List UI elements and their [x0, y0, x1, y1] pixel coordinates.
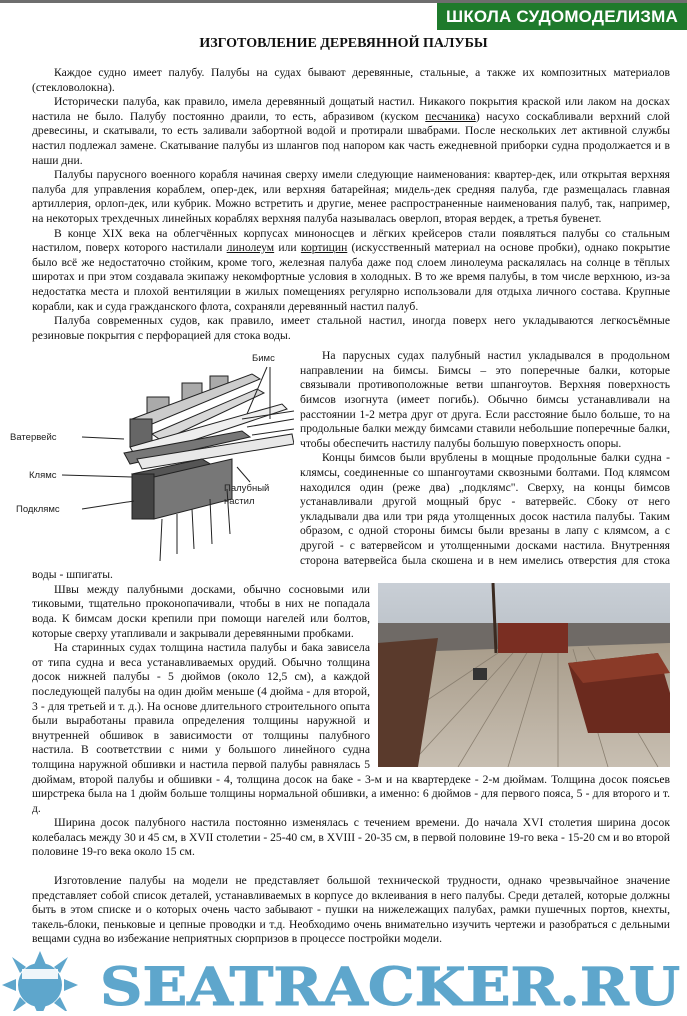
deck-photo	[378, 583, 670, 767]
deck-structure-diagram	[2, 349, 294, 563]
text: ) насухо соскабливали верхний слой древесины, и скатывали, то есть заливали забортной водой и протирали швабрами. После нескольких лет активной службы настил подлежал замене. Скатывание палубы из шлангов под напором как часть ежедневной приборки судна продолжается и в наши дни.	[32, 109, 670, 167]
paragraph	[32, 227, 670, 315]
paragraph	[32, 95, 670, 168]
watermark-text: SEATRACKER.RU	[100, 957, 680, 1012]
paragraph: Швы между палубными досками, обычно сосновыми или тиковыми, тщательно проконопачивали, чтобы в них не попадала вода. К бимсам доски крепили при помощи нагелей или болтов, которые сверху утапливали и закрывали деревянными пробками.	[32, 582, 370, 640]
paragraph: Ширина досок палубного настила постоянно изменялась с течением времени. До начала XVI столетия ширина досок колебалась между 30 и 45 см, в XVII столетии - 25-40 см, в XVIII - 20-35 см, в первой половине 19-го века - 15-20 см и во второй половине 19-го века около 15 см.	[32, 816, 670, 859]
label-klyams: Клямс	[29, 470, 57, 482]
label-nastil-2: настил	[224, 496, 255, 508]
site-banner: ШКОЛА СУДОМОДЕЛИЗМА	[437, 3, 687, 30]
link-linoleum[interactable]: линолеум	[226, 241, 275, 255]
text: В конце XIX века на облегчённых корпусах миноносцев и лёгких крейсеров стали появляться палубы со стальным настилом, поверх которого настилали	[32, 226, 670, 255]
text: Исторически палуба, как правило, имела деревянный дощатый настил. Никакого покрытия краской или лаком на досках настила не было. Палубу постоянно драили, то есть, абразивом (куском	[32, 95, 670, 123]
paragraph: Концы бимсов были врублены в мощные продольные балки судна - клямсы, соединенные со шпангоутами сквозными болтами. Под клямсом находился один (реже два) „подклямс". Сверху, на концы бимсов устанавливали другой мощный брус - ватервейс. Сбоку от него укладывали два или три ряда утолщенных досок настила палубы. Таким образом, с одной стороны бимсы были врезаны в лапу с клямсом, а с другой - с ватервейсом и утолщенными досками настила. Внутренняя сторона ватервейса была скошена и в нем имелись отверстия для стока воды - шпигаты.	[32, 451, 670, 582]
paragraph: На парусных судах палубный настил укладывался в продольном направлении на бимсы. Бимсы – это поперечные балки, которые связывали противоположные ветви шпангоутов. Верхняя поверхность бимсов изогнута (имеет погибь). Обычно бимсы устанавливали на расстоянии 1-2 метра друг от друга. Если расстояние было больше, то на продольные балки между бимсами ставили небольшие поперечные балки, чтобы обеспечить настилу палубы большую поверхность опоры.	[300, 349, 670, 450]
label-nastil-1: Палубный	[224, 483, 270, 495]
seatracker-watermark	[0, 951, 687, 1011]
page-title: ИЗГОТОВЛЕНИЕ ДЕРЕВЯННОЙ ПАЛУБЫ	[199, 36, 488, 51]
diagram-drawing	[2, 349, 294, 563]
label-watervejs: Ватервейс	[10, 432, 57, 444]
label-podklyams: Подклямс	[16, 504, 60, 516]
paragraph: На старинных судах толщина настила палубы и бака зависела от типа судна и веса устанавливаемых орудий. Обычно толщина досок нижней палубы - 5 дюймов (около 12,5 см), а каждой последующей палубы на один дюйм меньше (4 дюйма - для второй, 3 - для третьей и т. д.). На основе длительного строительного опыта были выработаны правила определения толщины наружной и внутренней обшивок в зависимости от толщины палубного настила. В соответствии с ними у большого линейного судна толщина наружной обшивки и настила первой палубы равнялась 5 дюймам, второй палубы и обшивки - 4, толщина досок на баке - 3-м и на квартердеке - 2-м дюймам. Толщина досок поясьев ширстрека была на 1 дюйм больше толщины нормальной обшивки, а именно: 6 дюймов - для первого пояса, 5 - для второго и т. д.	[32, 641, 670, 815]
sun-burst-icon	[2, 951, 78, 1011]
link-korticin[interactable]: кортицин	[300, 241, 348, 255]
paragraph: Палуба современных судов, как правило, имеет стальной настил, иногда поверх него укладываются легкосъёмные резиновые покрытия с перфорацией для стока воды.	[32, 314, 670, 342]
paragraph: Палубы парусного военного корабля начиная сверху имели следующие наименования: квартер-дек, или открытая верхняя палуба для управления кораблем, опер-дек, или верхняя батарейная; мидель-дек средняя палуба, где размещалась главная артиллерия, орлоп-дек, или кубрик. Можно встретить и другие, менее распространенные наименования палуб, так, например, на некоторых трехдечных линейных кораблях верхняя палуба называлась оверлоп, вторая вердек, а третья бувенет.	[32, 168, 670, 225]
label-bims: Бимс	[252, 353, 275, 365]
article-body	[10, 66, 680, 1012]
text: (искусственный материал на основе пробки), однако покрытие было всё же недостаточно стойким, кроме того, железная палуба даже под слоем линолеума раскалялась на солнце в тёплых широтах и при этом создавала экипажу некомфортные условия в холодных. В то же время палубы, в том числе верхнюю, из-за недостатка места и плохой вентиляции в жилых помещениях регулярно использовали для отдыха личного состава. Крупные корабли, как и суда гражданского флота, сохраняли деревянный настил палуб.	[32, 241, 670, 313]
watermark-logo	[0, 951, 687, 1011]
deck-photo-image	[378, 583, 670, 767]
paragraph: Каждое судно имеет палубу. Палубы на судах бывают деревянные, стальные, а также их композитных материалов (стекловолокна).	[32, 66, 670, 94]
text: или	[274, 241, 301, 255]
paragraph: Изготовление палубы на модели не представляет большой технической трудности, однако чрезвычайное значение представляет собой список деталей, устанавливаемых в корпусе до вклеивания в него палубы. Среди деталей, которые должны быть в этом списке и о которых очень часто забывают - пушки на нижележащих палубах, рамки пушечных портов, кнехты, такель-блоки, пеньковые и цепные проводки и т.д. Необходимо очень внимательно изучить чертежи и разобраться с дельными вещами судна во избежание неприятных сюрпризов в процессе постройки модели.	[32, 874, 670, 946]
link-peschanik[interactable]: песчаника	[425, 109, 476, 123]
